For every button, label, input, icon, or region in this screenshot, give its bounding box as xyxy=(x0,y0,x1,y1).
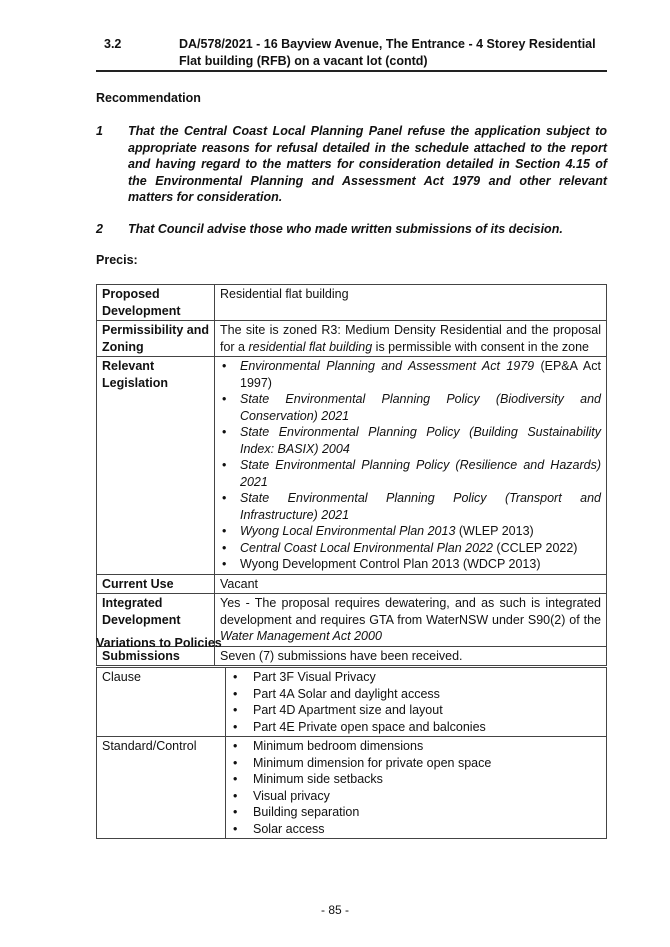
recommendation-heading: Recommendation xyxy=(96,91,201,105)
table-row xyxy=(97,574,607,594)
list-item: • Visual privacy xyxy=(231,788,601,805)
row-label: Integrated Development xyxy=(97,594,215,647)
list-item: • Central Coast Local Environmental Plan 2022 (CCLEP 2022) xyxy=(220,540,601,557)
table-row xyxy=(97,321,607,357)
recommendation-text: That the Central Coast Local Planning Panel refuse the application subject to appropriate reasons for refusal detailed in the schedule attached to the report and having regard to the matters for consideration detailed in Section 4.15 of the Environmental Planning and Assessment Act 1979 and other relevant matters for consideration. xyxy=(128,124,607,204)
row-value: Yes - The proposal requires dewatering, and as such is integrated development and requires GTA from WaterNSW under S90(2) of the Water Management Act 2000 xyxy=(215,594,607,647)
item-number: 3.2 xyxy=(104,37,122,51)
page-number: - 85 - xyxy=(320,903,349,917)
row-value: Seven (7) submissions have been received. xyxy=(215,646,607,666)
row-value xyxy=(215,321,607,357)
list-item: • Part 4A Solar and daylight access xyxy=(231,686,601,703)
legislation-list xyxy=(220,358,601,573)
permissibility-text-b: is permissible with consent in the zone xyxy=(372,339,589,354)
precis-heading: Precis: xyxy=(96,253,138,267)
list-item: • Building separation xyxy=(231,804,601,821)
list-item: • Part 4E Private open space and balconies xyxy=(231,719,601,736)
precis-table xyxy=(96,284,607,666)
row-label: Standard/Control xyxy=(97,737,226,839)
row-value: Vacant xyxy=(215,574,607,594)
list-item: • Wyong Local Environmental Plan 2013 (WLEP 2013) xyxy=(220,523,601,540)
table-row xyxy=(97,737,607,839)
row-label: Submissions xyxy=(97,646,215,666)
list-item: • State Environmental Planning Policy (Resilience and Hazards) 2021 xyxy=(220,457,601,490)
list-item: • Environmental Planning and Assessment Act 1979 (EP&A Act 1997) xyxy=(220,358,601,391)
recommendation-item xyxy=(96,123,607,206)
row-label: Proposed Development xyxy=(97,285,215,321)
row-value: Residential flat building xyxy=(215,285,607,321)
list-item: • Wyong Development Control Plan 2013 (WDCP 2013) xyxy=(220,556,601,573)
recommendation-number: 2 xyxy=(96,222,103,236)
list-item: • Minimum dimension for private open space xyxy=(231,755,601,772)
row-value xyxy=(226,668,607,737)
header-divider xyxy=(96,70,607,72)
table-row xyxy=(97,357,607,575)
permissibility-text-italic: residential flat building xyxy=(248,339,373,354)
list-item: • Part 3F Visual Privacy xyxy=(231,669,601,686)
variations-heading: Variations to Policies xyxy=(96,636,222,650)
list-item: • Solar access xyxy=(231,821,601,838)
report-title: DA/578/2021 - 16 Bayview Avenue, The Entrance - 4 Storey Residential Flat building (RFB) on a vacant lot (contd) xyxy=(179,37,596,68)
recommendation-text: That Council advise those who made written submissions of its decision. xyxy=(128,222,563,236)
row-label: Relevant Legislation xyxy=(97,357,215,575)
row-value xyxy=(226,737,607,839)
row-value xyxy=(215,357,607,575)
table-row xyxy=(97,285,607,321)
list-item: • Part 4D Apartment size and layout xyxy=(231,702,601,719)
permissibility-text-a: The site is zoned R3: Medium Density Residential and the proposal for a xyxy=(220,323,601,354)
list-item: • State Environmental Planning Policy (Biodiversity and Conservation) 2021 xyxy=(220,391,601,424)
list-item: • Minimum side setbacks xyxy=(231,771,601,788)
variation-list xyxy=(231,669,601,735)
variations-table xyxy=(96,667,607,839)
list-item: • Minimum bedroom dimensions xyxy=(231,738,601,755)
list-item: • State Environmental Planning Policy (Transport and Infrastructure) 2021 xyxy=(220,490,601,523)
row-label: Clause xyxy=(97,668,226,737)
recommendation-number: 1 xyxy=(96,124,103,138)
row-label: Permissibility and Zoning xyxy=(97,321,215,357)
variation-list xyxy=(231,738,601,837)
recommendation-item xyxy=(96,221,607,238)
table-row xyxy=(97,668,607,737)
list-item: • State Environmental Planning Policy (Building Sustainability Index: BASIX) 2004 xyxy=(220,424,601,457)
row-label: Current Use xyxy=(97,574,215,594)
